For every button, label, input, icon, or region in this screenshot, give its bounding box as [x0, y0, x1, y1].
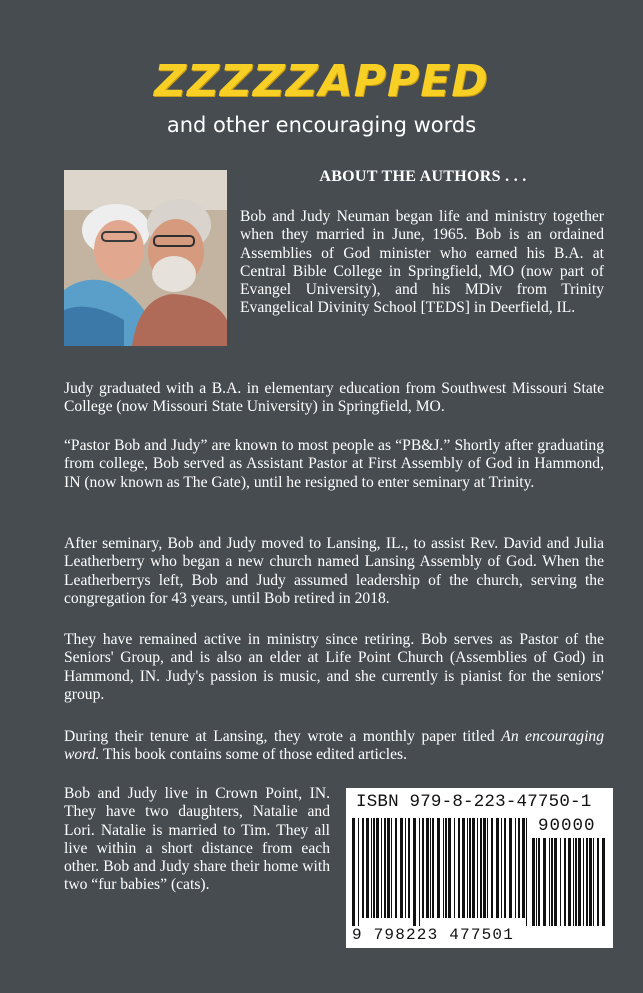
ean-digits: 9 798223 477501: [352, 926, 515, 944]
paper-title: An encouraging word.: [64, 728, 605, 764]
addon-bars: [532, 838, 606, 926]
book-subtitle: and other encouraging words: [166, 113, 477, 137]
tenure-text-start: During their tenure at Lansing, they wrote a monthly paper titled: [64, 728, 502, 745]
bio-paragraph-4: After seminary, Bob and Judy moved to Lansing, IL., to assist Rev. David and Julia Leatherberry who began a new church named Lansing Assembly of God. When the Leatherberrys left, Bob and Judy assumed leadership of the church, serving the congregation for 43 years, until Bob retired in 2018.: [64, 535, 604, 607]
about-heading: ABOUT THE AUTHORS . . .: [319, 168, 527, 185]
bio-paragraph-2: Judy graduated with a B.A. in elementary education from Southwest Missouri State College (now Missouri State University) in Springfield, MO.: [64, 380, 604, 416]
isbn-barcode: [346, 788, 613, 948]
bio-paragraph-3: “Pastor Bob and Judy” are known to most people as “PB&J.” Shortly after graduating from college, Bob served as Assistant Pastor at First Assembly of God in Hammond, IN (now known as The Gate), until he resigned to enter seminary at Trinity.: [64, 437, 604, 491]
price-code: 90000: [538, 816, 596, 836]
bio-paragraph-7: Bob and Judy live in Crown Point, IN. They have two daughters, Natalie and Lori. Natalie is married to Tim. They all live within a short distance from each other. Bob and Judy share their home with two “fur babies” (cats).: [64, 785, 330, 894]
isbn-number: ISBN 979-8-223-47750-1: [356, 792, 592, 812]
bio-paragraph-6: [64, 728, 604, 765]
bio-paragraph-5: They have remained active in ministry since retiring. Bob serves as Pastor of the Seniors' Group, and is also an elder at Life Point Church (Assemblies of God) in Hammond, IN. Judy's passion is music, and she currently is pianist for the seniors' group.: [64, 631, 604, 703]
bio-paragraph-1: Bob and Judy Neuman began life and ministry together when they married in June, 1965. Bob is an ordained Assemblies of God minister who earned his B.A. at Central Bible College in Springfield, MO (now part of Evangel University), and his MDiv from Trinity Evangelical Divinity School [TEDS] in Deerfield, IL.: [240, 208, 604, 317]
ean-bars: [352, 818, 530, 926]
book-title: ZZZZZAPPED: [154, 56, 489, 107]
author-photo: [64, 170, 227, 346]
tenure-text-end: This book contains some of those edited articles.: [99, 746, 408, 764]
